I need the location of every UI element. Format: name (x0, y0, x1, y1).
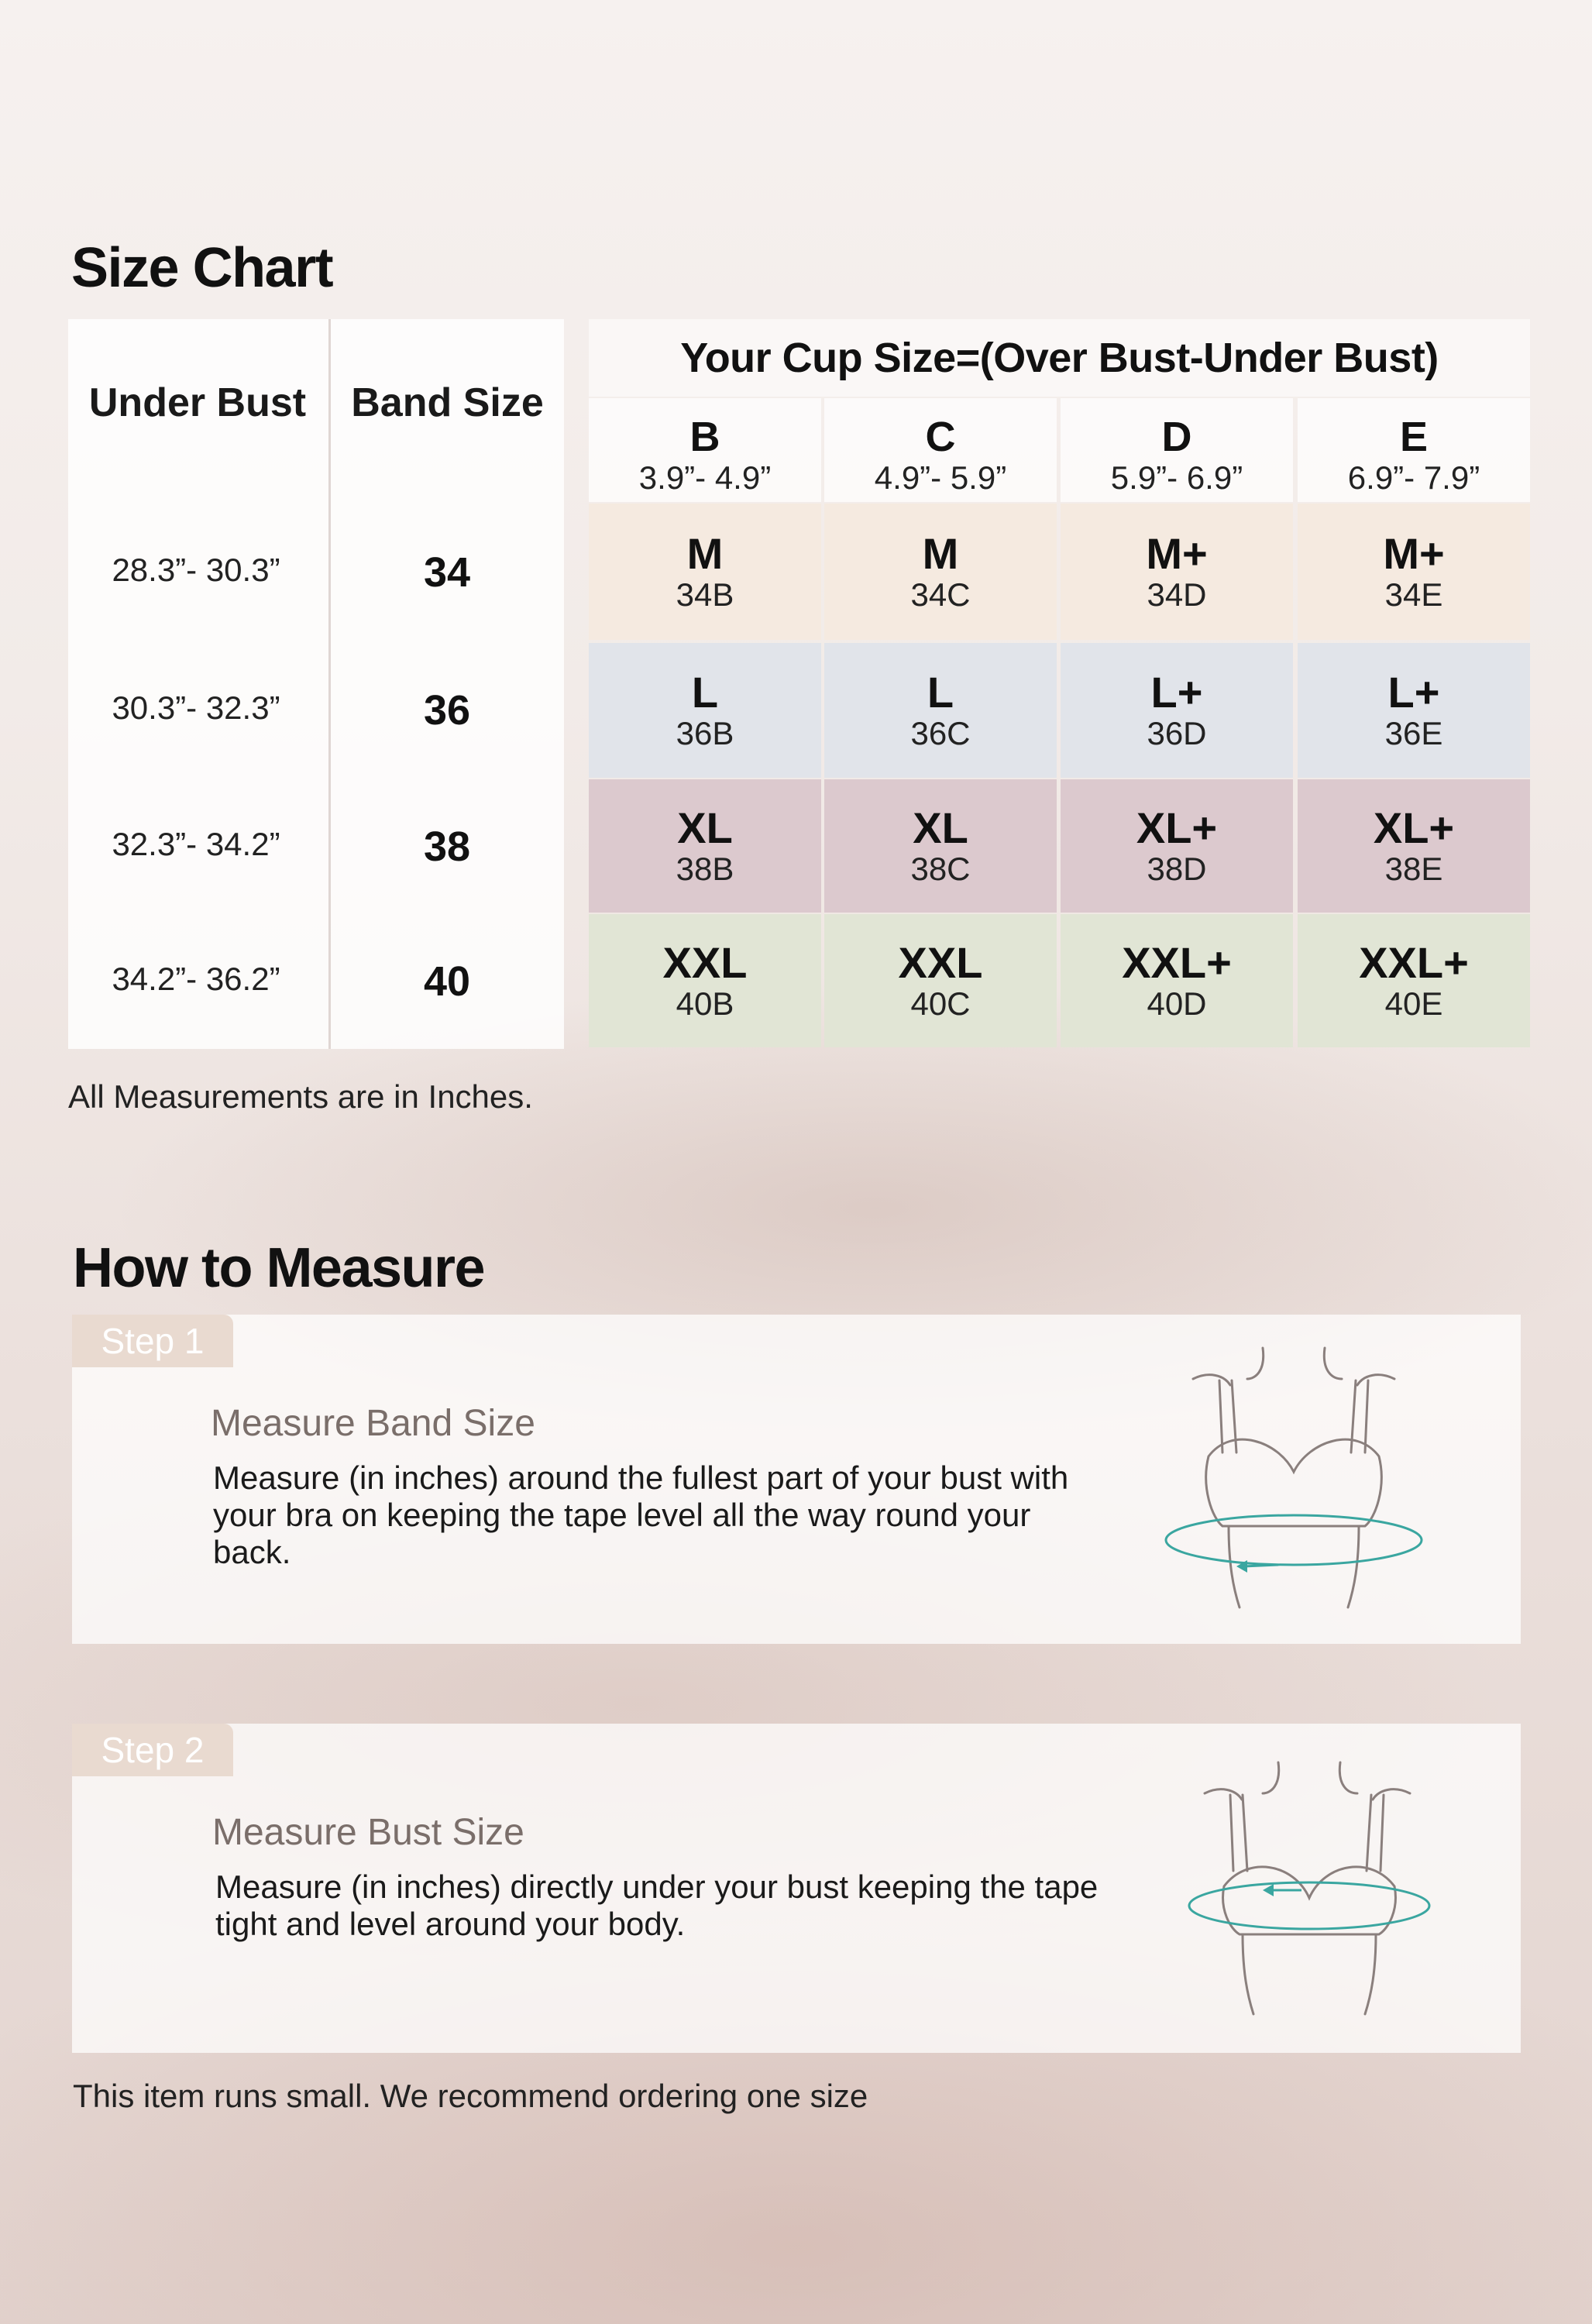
step-2-tag: Step 2 (72, 1724, 233, 1776)
size-code: 36B (676, 715, 734, 751)
size-cell (824, 779, 1057, 913)
size-cell (1061, 779, 1293, 913)
size-label: XXL+ (1359, 938, 1469, 987)
step-1-tag: Step 1 (72, 1315, 233, 1367)
step-1-body: Measure (in inches) around the fullest part of your bust with your bra on keeping the tape level all the way round your back. (213, 1459, 1069, 1570)
size-code: 38C (910, 851, 971, 887)
size-label: XL+ (1136, 803, 1218, 852)
under-bust-table (68, 319, 564, 1049)
band-size-value: 40 (423, 958, 471, 1005)
size-cell (824, 914, 1057, 1047)
size-cell (589, 914, 821, 1047)
size-label: XXL (898, 938, 983, 987)
size-code: 38D (1147, 851, 1207, 887)
cup-letter: E (1399, 414, 1429, 460)
cup-range: 3.9”- 4.9” (638, 459, 772, 496)
size-cell (589, 504, 821, 640)
measurement-note: All Measurements are in Inches. (68, 1078, 533, 1115)
size-cell (1061, 504, 1293, 640)
size-label: XL (913, 803, 968, 852)
step-2-body: Measure (in inches) directly under your bust keeping the tape tight and level around your body. (215, 1868, 1099, 1942)
size-label: L+ (1387, 668, 1440, 717)
cup-range: 4.9”- 5.9” (874, 459, 1007, 496)
cup-size-header: Your Cup Size=(Over Bust-Under Bust) (589, 319, 1530, 397)
cup-range: 5.9”- 6.9” (1110, 459, 1243, 496)
under-bust-range: 28.3”- 30.3” (112, 552, 280, 588)
size-cell (1298, 504, 1530, 640)
size-cell (1298, 914, 1530, 1047)
band-size-header: Band Size (351, 380, 544, 425)
size-cell (824, 504, 1057, 640)
size-chart-title: Size Chart (71, 237, 333, 299)
cup-range: 6.9”- 7.9” (1347, 459, 1480, 496)
size-cell (1061, 914, 1293, 1047)
size-label: XL+ (1373, 803, 1455, 852)
size-label: M (922, 529, 959, 578)
size-cell (589, 779, 821, 913)
size-label: XXL+ (1122, 938, 1232, 987)
bra-band-measure-icon (1162, 1340, 1425, 1619)
size-label: M (686, 529, 724, 578)
size-code: 36E (1384, 715, 1443, 751)
size-label: M+ (1383, 529, 1445, 578)
size-cell (1298, 643, 1530, 778)
size-code: 40E (1384, 985, 1443, 1022)
size-cell (1061, 643, 1293, 778)
size-code: 36C (910, 715, 971, 751)
step-1-title: Measure Band Size (211, 1403, 535, 1444)
table-divider (328, 319, 331, 1049)
band-size-value: 36 (423, 687, 471, 734)
size-label: L (927, 668, 954, 717)
size-code: 38E (1384, 851, 1443, 887)
cup-letter: C (925, 414, 956, 460)
cup-letter: D (1161, 414, 1192, 460)
band-size-value: 34 (423, 549, 471, 596)
step-2-title: Measure Bust Size (212, 1812, 524, 1853)
cup-letter: B (689, 414, 720, 460)
size-code: 34C (910, 576, 971, 613)
under-bust-header: Under Bust (88, 380, 307, 425)
size-label: L (691, 668, 719, 717)
under-bust-range: 34.2”- 36.2” (112, 961, 280, 997)
under-bust-range: 32.3”- 34.2” (112, 826, 280, 862)
size-label: XL (677, 803, 733, 852)
size-cell (589, 643, 821, 778)
size-code: 38B (676, 851, 734, 887)
size-label: M+ (1146, 529, 1208, 578)
cup-column-header (1298, 398, 1530, 502)
size-code: 34B (676, 576, 734, 613)
size-code: 36D (1147, 715, 1207, 751)
size-code: 40B (676, 985, 734, 1022)
bra-bust-measure-icon (1185, 1755, 1449, 2026)
under-bust-range: 30.3”- 32.3” (112, 689, 280, 726)
band-size-value: 38 (423, 823, 471, 870)
how-to-measure-title: How to Measure (73, 1237, 485, 1299)
size-label: XXL (662, 938, 748, 987)
fit-note: This item runs small. We recommend ordering one size (73, 2078, 868, 2114)
cup-column-header (824, 398, 1057, 502)
cup-column-header (1061, 398, 1293, 502)
cup-column-header (589, 398, 821, 502)
size-code: 40D (1147, 985, 1207, 1022)
size-code: 34E (1384, 576, 1443, 613)
size-cell (824, 643, 1057, 778)
size-code: 40C (910, 985, 971, 1022)
size-code: 34D (1147, 576, 1207, 613)
size-cell (1298, 779, 1530, 913)
size-label: L+ (1150, 668, 1203, 717)
